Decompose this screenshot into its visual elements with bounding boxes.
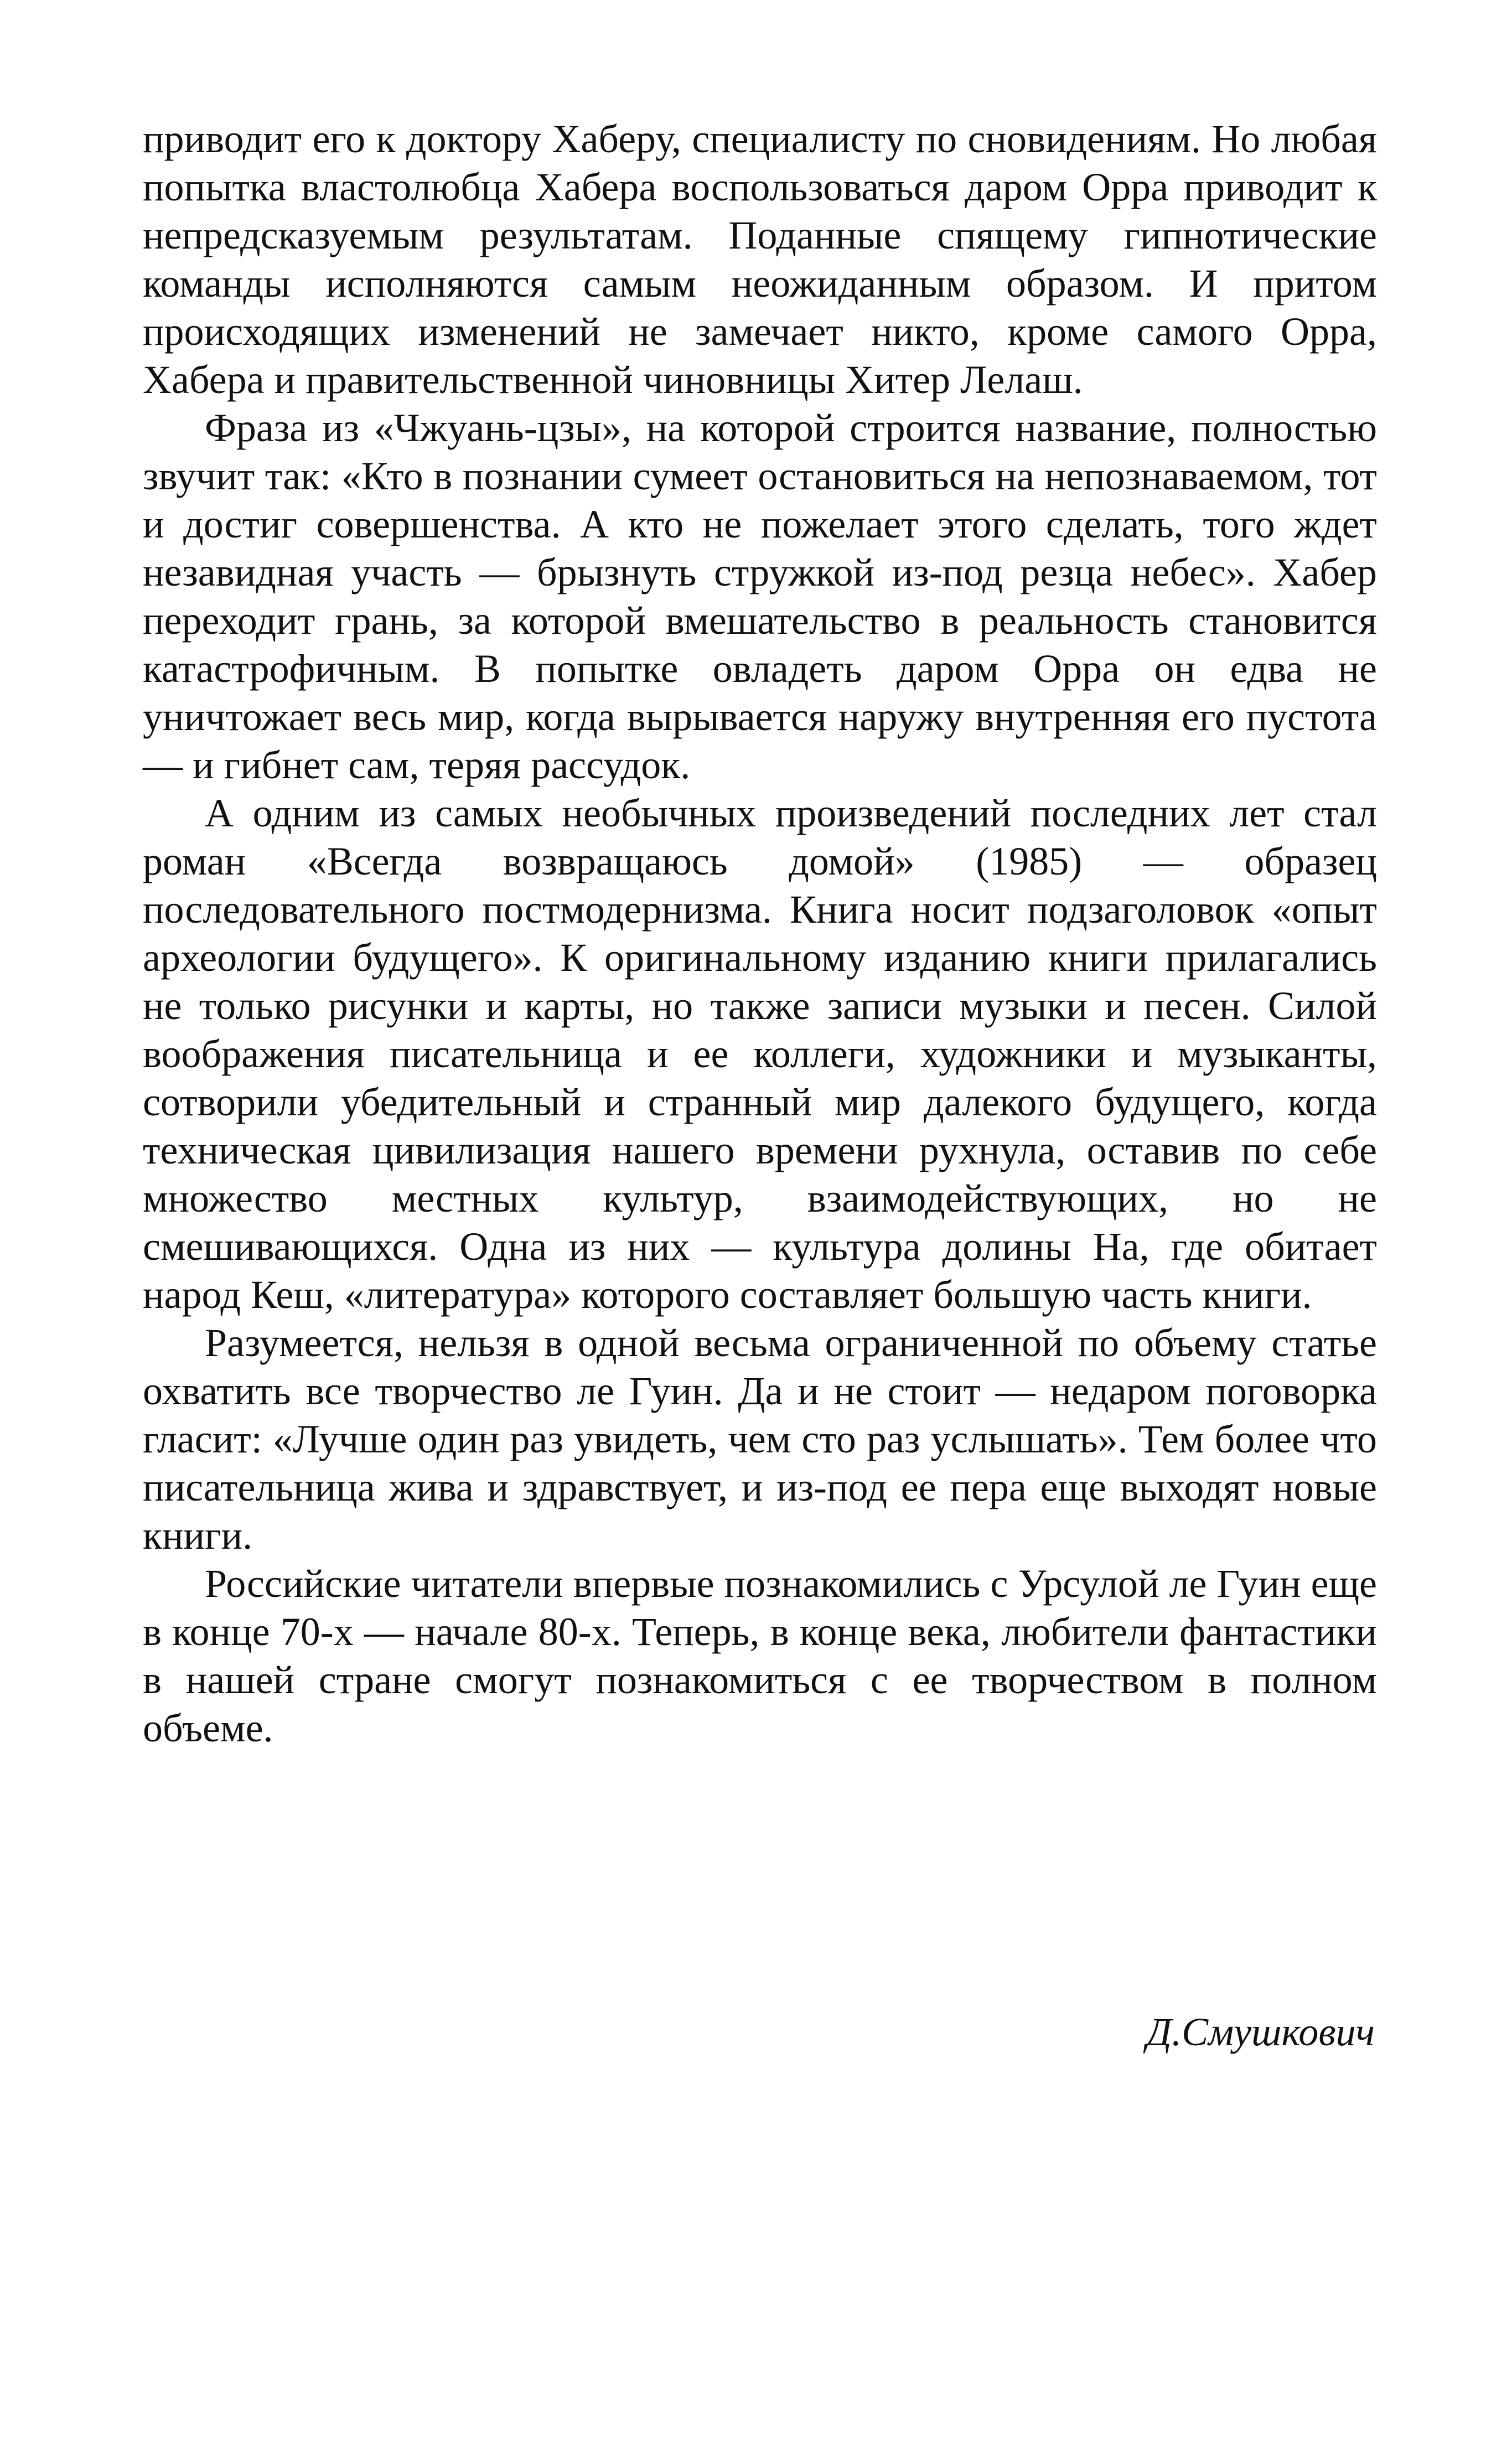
paragraph-4: Разумеется, нельзя в одной весьма ограниченной по объему статье охватить все творчество ле Гуин. Да и не стоит — недаром поговорка гласит: «Лучше один раз увидеть, чем сто раз услышать». Тем более что писательница жива и здравствует, и из-под ее пера еще выходят новые книги.: [143, 1321, 1377, 1558]
document-body: [143, 115, 1377, 1752]
author-signature: Д.Смушкович: [1146, 2010, 1375, 2054]
paragraph-1: приводит его к доктору Хаберу, специалисту по сновидениям. Но любая попытка властолюбца Хабера воспользоваться даром Орра приводит к непредсказуемым результатам. Поданные спящему гипнотические команды исполняются самым неожиданным образом. И притом происходящих изменений не замечает никто, кроме самого Орра, Хабера и правительственной чиновницы Хитер Лелаш.: [143, 117, 1377, 402]
paragraph-3: А одним из самых необычных произведений последних лет стал роман «Всегда возвращаюсь домой» (1985) — образец последовательного постмодернизма. Книга носит подзаголовок «опыт археологии будущего». К оригинальному изданию книги прилагались не только рисунки и карты, но также записи музыки и песен. Силой воображения писательница и ее коллеги, художники и музыканты, сотворили убедительный и странный мир далекого будущего, когда техническая цивилизация нашего времени рухнула, оставив по себе множество местных культур, взаимодействующих, но не смешивающихся. Одна из них — культура долины На, где обитает народ Кеш, «литература» которого составляет большую часть книги.: [143, 791, 1377, 1317]
paragraph-2: Фраза из «Чжуань-цзы», на которой строится название, полностью звучит так: «Кто в познании сумеет остановиться на непознаваемом, тот и достиг совершенства. А кто не пожелает этого сделать, того ждет незавидная участь — брызнуть стружкой из-под резца небес». Хабер переходит грань, за которой вмешательство в реальность становится катастрофичным. В попытке овладеть даром Орра он едва не уничтожает весь мир, когда вырывается наружу внутренняя его пустота — и гибнет сам, теряя рассудок.: [143, 406, 1377, 787]
paragraph-5: Российские читатели впервые познакомились с Урсулой ле Гуин еще в конце 70-х — начале 80-х. Теперь, в конце века, любители фантастики в нашей стране смогут познакомиться с ее творчеством в полном объеме.: [143, 1561, 1377, 1750]
